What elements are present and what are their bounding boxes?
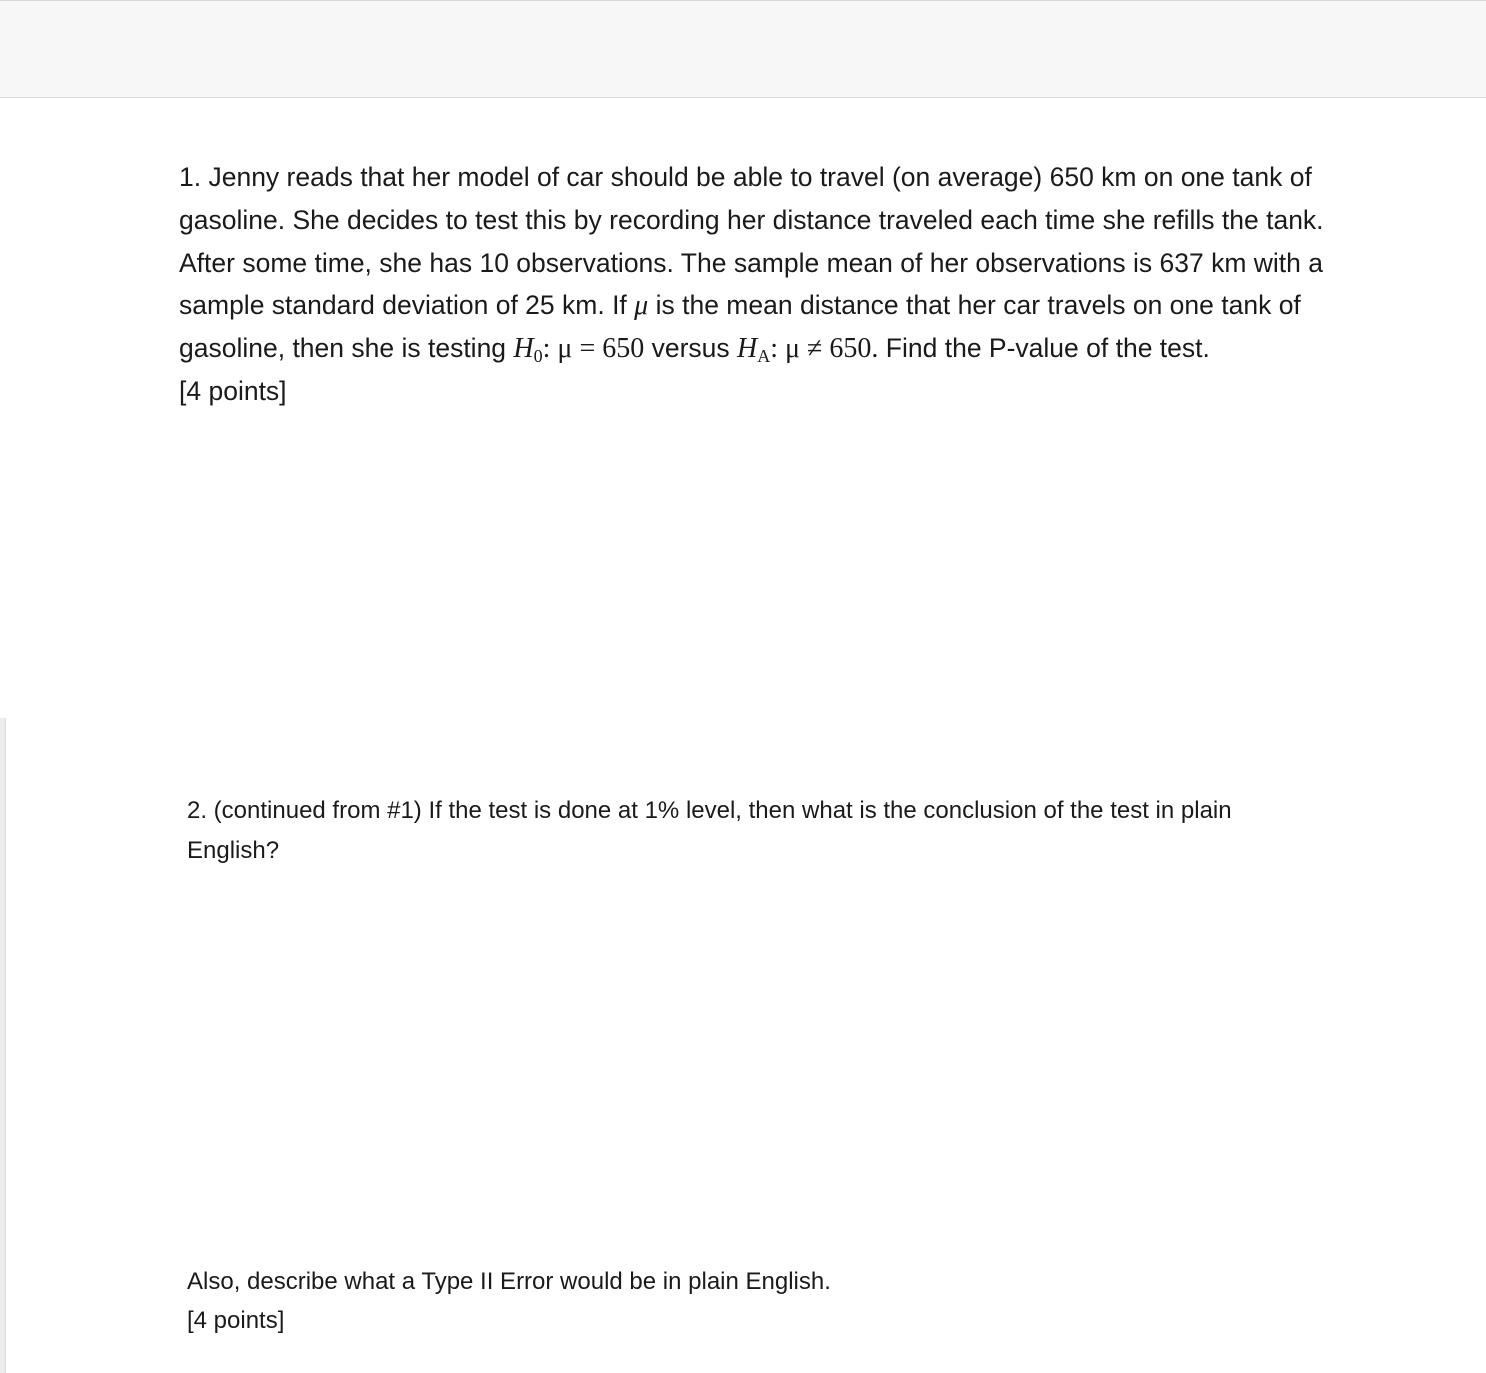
question-1-line-5 [179, 327, 1409, 370]
question-1-line-1: 1. Jenny reads that her model of car should be able to travel (on average) 650 km on one tank of [179, 162, 1312, 192]
ha-letter: H [737, 333, 758, 365]
left-margin-rule [0, 718, 6, 1373]
question-1-line-3: After some time, she has 10 observations. The sample mean of her observations is 637 km with a [179, 247, 1323, 278]
question-1 [179, 156, 1409, 413]
ha-subscript: A [757, 346, 771, 367]
h0-letter: H [513, 333, 534, 365]
mu-symbol [634, 290, 648, 321]
line-5-text-before: gasoline, then she is testing [179, 333, 514, 364]
question-1-line-4 [179, 284, 1409, 327]
line-5-text-after: Find the P-value of the test. [878, 333, 1210, 364]
ha-expression: : μ ≠ 650. [770, 333, 879, 365]
question-2 [187, 791, 1417, 871]
type-ii-error-prompt: Also, describe what a Type II Error would be in plain English. [187, 1268, 831, 1295]
line-4-text-after: is the mean distance that her car travels on one tank of [648, 290, 1301, 321]
top-header-band [0, 0, 1486, 98]
mu-glyph: μ [634, 290, 649, 322]
question-2-points: [4 points] [187, 1306, 285, 1334]
line-4-text-before: sample standard deviation of 25 km. If [179, 290, 635, 321]
versus-word: versus [644, 333, 738, 364]
h0-expression: : μ = 650 [542, 333, 645, 365]
question-2-part-b [187, 1263, 1417, 1340]
question-1-line-2: gasoline. She decides to test this by recording her distance traveled each time she refills the tank. [179, 204, 1324, 235]
question-2-line-1: 2. (continued from #1) If the test is done at 1% level, then what is the conclusion of the test in plain [187, 797, 1232, 824]
question-2-line-2: English? [187, 837, 280, 864]
null-hypothesis [513, 333, 645, 367]
alternative-hypothesis [737, 333, 879, 367]
question-1-points: [4 points] [179, 375, 287, 406]
h0-subscript: 0 [533, 346, 543, 367]
